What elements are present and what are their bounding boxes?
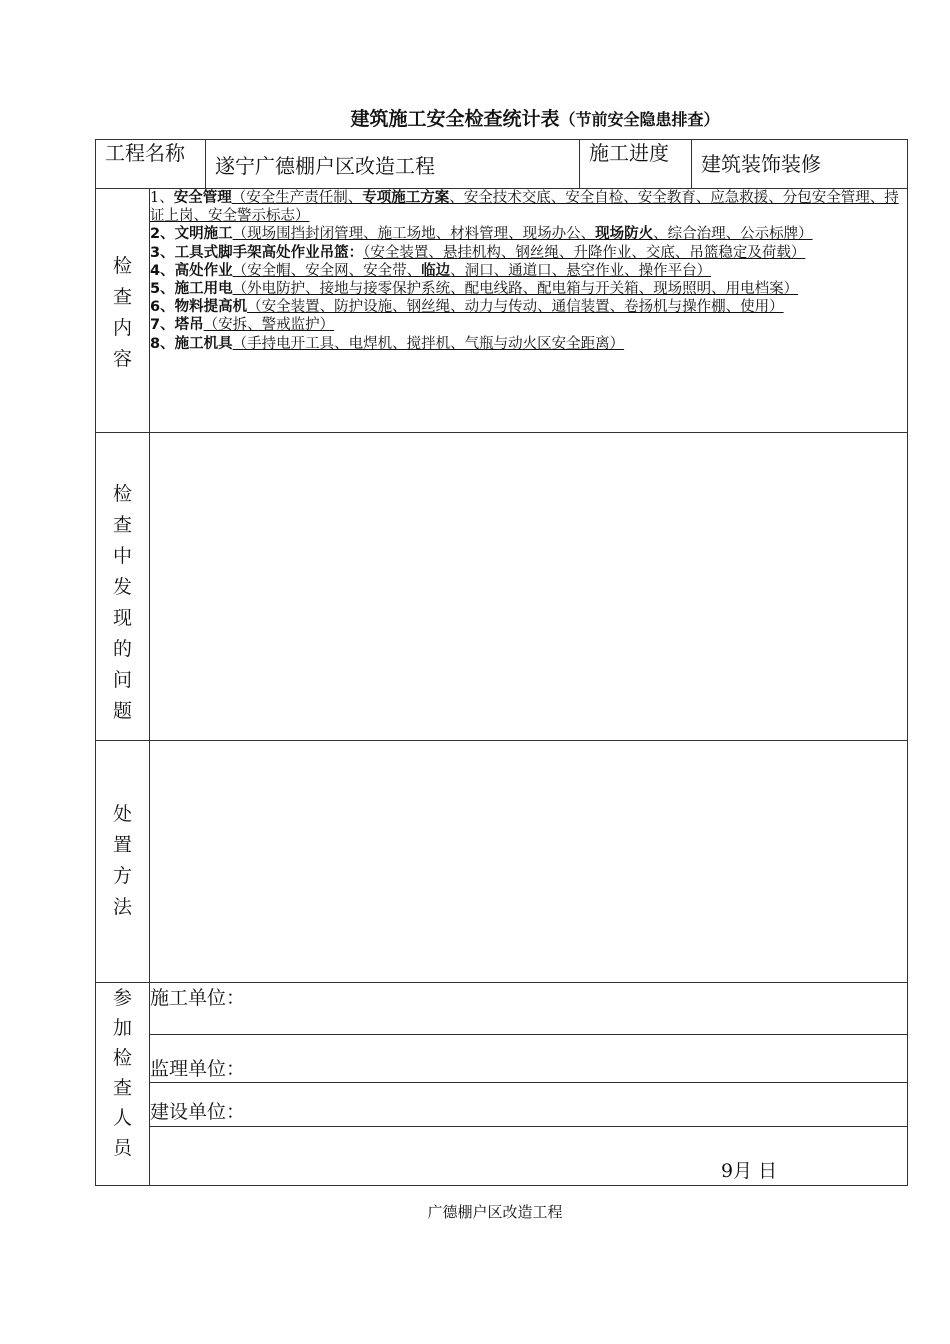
check-item-detail: （现场围挡封闭管理、施工场地、材料管理、现场办公、 [232,226,596,243]
handling-row [96,741,908,983]
signature-row-owner [96,1083,908,1127]
page-footer: 广德棚户区改造工程 [427,1203,563,1221]
supervision-unit-label: 监理单位： [150,1058,246,1080]
handling-content[interactable] [150,741,908,983]
progress-label-cell [580,140,692,189]
progress-value: 建筑装饰装修 [701,152,821,176]
project-name-cell [206,140,580,189]
problems-label: 检查中发现的问题 [112,483,132,722]
check-item-title: 文明施工 [174,226,233,243]
check-item-highlight: 专项施工方案 [362,190,450,206]
title-main: 建筑施工安全检查统计表 [350,108,560,130]
check-item-detail: （安全装置、防护设施、钢丝绳、动力与传动、通信装置、卷扬机与操作棚、使用） [247,299,784,316]
check-item-num: 8、 [150,335,175,352]
check-item-title: 物料提高机 [174,299,248,316]
check-item-detail: （安全装置、悬挂机构、钢丝绳、升降作业、交底、吊篮稳定及荷载） [363,244,806,261]
check-item [150,262,907,280]
check-item-highlight: 临边 [421,262,451,279]
check-item-detail: （安全帽、安全网、安全带、 [232,262,422,279]
participants-label: 参加检查人员 [112,987,132,1159]
check-item-num: 7、 [150,317,175,334]
check-item-detail: （手持电开工具、电焊机、搅拌机、气瓶与动火区安全距离） [232,335,625,352]
check-item-highlight: 现场防火 [595,226,654,243]
date-cell[interactable] [150,1127,908,1186]
signature-row-supervision [96,1035,908,1083]
project-label-cell [96,140,206,189]
header-row [96,140,908,189]
check-item [150,189,907,225]
date-text: 9月 日 [721,1160,778,1182]
supervision-unit-cell[interactable] [150,1035,908,1083]
problems-label-cell [96,433,150,741]
check-item-num: 6、 [150,299,175,316]
check-item-detail-cont: 、洞口、通道口、悬空作业、操作平台） [450,262,712,279]
problems-row [96,433,908,741]
check-item-detail-cont: 、综合治理、公示标牌） [653,226,813,243]
check-item-detail: （安全生产责任制、 [231,190,363,206]
check-item-title: 施工机具 [174,335,233,352]
progress-label: 施工进度 [589,141,669,165]
handling-label-cell [96,741,150,983]
construction-unit-label: 施工单位： [150,987,246,1009]
check-item [150,298,907,316]
check-item-title: 工具式脚手架高处作业吊篮： [174,244,364,261]
title-subtitle: （节前安全隐患排查） [559,110,720,129]
check-item-num: 3、 [150,244,175,261]
signature-row-construction [96,983,908,1035]
problems-content[interactable] [150,433,908,741]
check-content-list [150,189,908,433]
project-label: 工程名称 [105,141,185,165]
check-item-title: 施工用电 [174,281,233,298]
check-item [150,335,907,353]
owner-unit-cell[interactable] [150,1083,908,1127]
check-content-row [96,189,908,433]
check-item-num: 4、 [150,262,175,279]
check-content-label-cell [96,189,150,433]
check-item-title: 安全管理 [173,190,232,206]
check-item-num: 5、 [150,281,175,298]
check-item-detail: （外电防护、接地与接零保护系统、配电线路、配电箱与开关箱、现场照明、用电档案） [232,281,799,298]
check-item-detail-cont: 、安全技术交底、安全自检、安全教育、应急救援、分包安全管理、持证上岗、安全警示标志） [150,190,899,225]
check-item [150,225,907,243]
check-item-detail: （安拆、警戒监护） [203,317,335,334]
handling-label: 处置方法 [112,803,132,918]
project-name: 遂宁广德棚户区改造工程 [215,154,435,178]
owner-unit-label: 建设单位： [150,1101,246,1123]
signature-row-date [96,1127,908,1186]
participants-label-cell [96,983,150,1186]
inspection-form-table [95,139,908,1186]
check-item-num: 1、 [150,190,174,206]
construction-unit-cell[interactable] [150,983,908,1035]
check-item [150,244,907,262]
check-item-title: 塔吊 [174,317,204,334]
check-item [150,280,907,298]
check-item-num: 2、 [150,226,175,243]
check-content-label: 检查内容 [112,255,132,370]
check-item-title: 高处作业 [174,262,233,279]
form-title [0,104,950,131]
check-item [150,316,907,334]
progress-value-cell [692,140,908,189]
